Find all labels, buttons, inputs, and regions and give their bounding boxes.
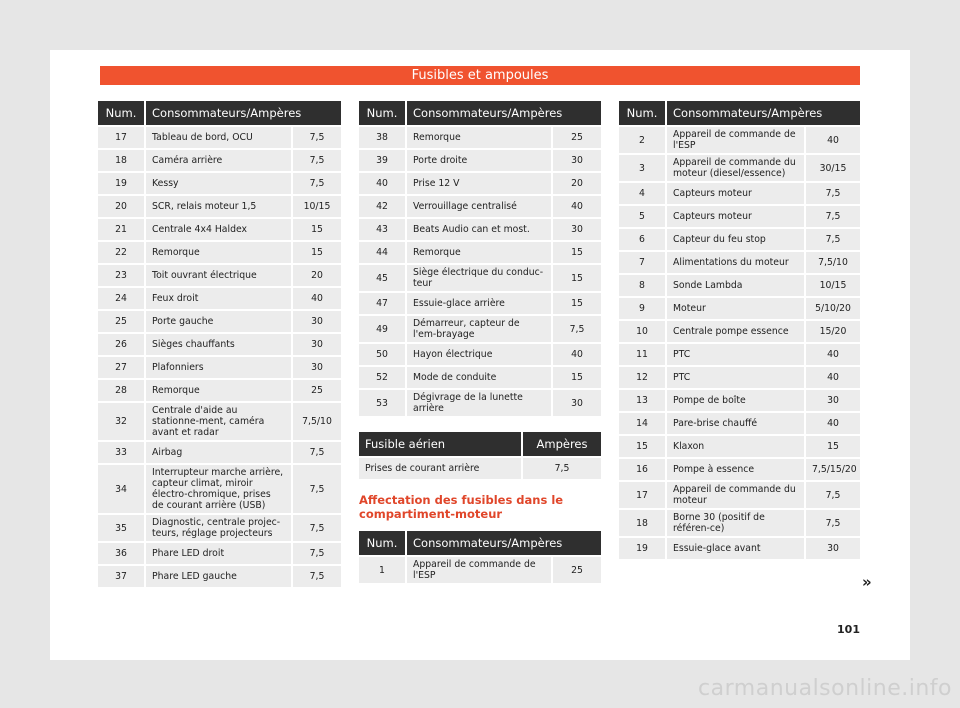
row-description: Feux droit bbox=[144, 288, 291, 309]
row-amperes: 15 bbox=[291, 219, 341, 240]
row-number: 40 bbox=[359, 173, 405, 194]
row-description: Diagnostic, centrale projec-teurs, réglage projecteurs bbox=[144, 515, 291, 541]
row-description: Prise 12 V bbox=[405, 173, 551, 194]
row-number: 52 bbox=[359, 367, 405, 388]
table-row bbox=[359, 390, 601, 416]
row-amperes: 40 bbox=[804, 344, 860, 365]
row-number: 27 bbox=[98, 357, 144, 378]
row-number: 44 bbox=[359, 242, 405, 263]
row-number: 2 bbox=[619, 127, 665, 153]
row-description: Phare LED gauche bbox=[144, 566, 291, 587]
table-row bbox=[98, 196, 341, 217]
row-description: Capteurs moteur bbox=[665, 206, 804, 227]
row-number: 13 bbox=[619, 390, 665, 411]
row-amperes: 7,5 bbox=[291, 515, 341, 541]
row-number: 45 bbox=[359, 265, 405, 291]
table-row bbox=[619, 275, 860, 296]
row-description: PTC bbox=[665, 367, 804, 388]
table-row bbox=[359, 557, 601, 583]
page-number: 101 bbox=[837, 623, 860, 636]
row-number: 50 bbox=[359, 344, 405, 365]
row-description: Beats Audio can et most. bbox=[405, 219, 551, 240]
row-amperes: 7,5 bbox=[291, 442, 341, 463]
table-row bbox=[359, 242, 601, 263]
row-description: Porte gauche bbox=[144, 311, 291, 332]
row-amperes: 30 bbox=[804, 538, 860, 559]
row-description: Tableau de bord, OCU bbox=[144, 127, 291, 148]
header-amperes: Ampères bbox=[521, 432, 601, 456]
table-row bbox=[98, 265, 341, 286]
row-number: 38 bbox=[359, 127, 405, 148]
header-num: Num. bbox=[359, 531, 405, 555]
row-number: 1 bbox=[359, 557, 405, 583]
row-description: Remorque bbox=[405, 242, 551, 263]
row-description: Centrale 4x4 Haldex bbox=[144, 219, 291, 240]
table-row bbox=[359, 173, 601, 194]
section-header: Fusibles et ampoules bbox=[100, 66, 860, 85]
table-row bbox=[619, 436, 860, 457]
row-number: 35 bbox=[98, 515, 144, 541]
table-row bbox=[98, 357, 341, 378]
row-description: Alimentations du moteur bbox=[665, 252, 804, 273]
row-amperes: 30 bbox=[551, 219, 601, 240]
row-description: Prises de courant arrière bbox=[359, 458, 521, 479]
row-number: 12 bbox=[619, 367, 665, 388]
row-description: Centrale d'aide au stationne-ment, caméra avant et radar bbox=[144, 403, 291, 440]
row-amperes: 10/15 bbox=[291, 196, 341, 217]
header-num: Num. bbox=[619, 101, 665, 125]
table-row bbox=[98, 465, 341, 513]
row-amperes: 20 bbox=[291, 265, 341, 286]
aerial-fuse-table bbox=[359, 430, 601, 481]
row-amperes: 40 bbox=[551, 196, 601, 217]
row-amperes: 15 bbox=[804, 436, 860, 457]
table-row bbox=[359, 458, 601, 479]
row-number: 19 bbox=[98, 173, 144, 194]
fuse-column-2 bbox=[359, 101, 601, 585]
row-description: Sonde Lambda bbox=[665, 275, 804, 296]
row-number: 18 bbox=[619, 510, 665, 536]
table-row bbox=[98, 515, 341, 541]
row-description: Remorque bbox=[144, 380, 291, 401]
table-row bbox=[619, 413, 860, 434]
table-row bbox=[619, 155, 860, 181]
row-number: 43 bbox=[359, 219, 405, 240]
row-description: Capteurs moteur bbox=[665, 183, 804, 204]
row-description: Porte droite bbox=[405, 150, 551, 171]
fuse-table-body bbox=[359, 127, 601, 416]
row-amperes: 7,5/10 bbox=[804, 252, 860, 273]
table-row bbox=[359, 196, 601, 217]
table-row bbox=[98, 288, 341, 309]
row-description: Appareil de commande de l'ESP bbox=[665, 127, 804, 153]
row-number: 36 bbox=[98, 543, 144, 564]
row-number: 53 bbox=[359, 390, 405, 416]
row-description: Essuie-glace arrière bbox=[405, 293, 551, 314]
row-description: Interrupteur marche arrière, capteur climat, miroir électro-chromique, prises de courant arrière (USB) bbox=[144, 465, 291, 513]
table-row bbox=[619, 510, 860, 536]
table-row bbox=[359, 265, 601, 291]
row-number: 3 bbox=[619, 155, 665, 181]
watermark: carmanualsonline.info bbox=[698, 676, 952, 701]
row-description: Moteur bbox=[665, 298, 804, 319]
row-description: Appareil de commande de l'ESP bbox=[405, 557, 551, 583]
row-description: Centrale pompe essence bbox=[665, 321, 804, 342]
row-number: 7 bbox=[619, 252, 665, 273]
row-amperes: 25 bbox=[551, 127, 601, 148]
header-consumers: Consommateurs/Ampères bbox=[144, 101, 341, 125]
table-row bbox=[98, 566, 341, 587]
row-amperes: 7,5 bbox=[291, 543, 341, 564]
table-row bbox=[98, 242, 341, 263]
row-number: 11 bbox=[619, 344, 665, 365]
table-row bbox=[619, 321, 860, 342]
row-number: 14 bbox=[619, 413, 665, 434]
table-row bbox=[619, 367, 860, 388]
table-row bbox=[619, 183, 860, 204]
row-amperes: 40 bbox=[804, 367, 860, 388]
row-amperes: 30 bbox=[291, 311, 341, 332]
table-header-row bbox=[619, 101, 860, 125]
fuse-column-3 bbox=[619, 101, 860, 561]
row-number: 23 bbox=[98, 265, 144, 286]
row-amperes: 20 bbox=[551, 173, 601, 194]
fuse-table-body bbox=[619, 127, 860, 559]
table-row bbox=[359, 344, 601, 365]
row-description: Appareil de commande du moteur (diesel/essence) bbox=[665, 155, 804, 181]
row-number: 10 bbox=[619, 321, 665, 342]
row-number: 22 bbox=[98, 242, 144, 263]
row-description: Démarreur, capteur de l'em-brayage bbox=[405, 316, 551, 342]
row-description: Appareil de commande du moteur bbox=[665, 482, 804, 508]
row-number: 6 bbox=[619, 229, 665, 250]
table-row bbox=[619, 459, 860, 480]
row-number: 24 bbox=[98, 288, 144, 309]
table-row bbox=[619, 344, 860, 365]
header-consumers: Consommateurs/Ampères bbox=[405, 101, 601, 125]
table-row bbox=[619, 206, 860, 227]
fuse-column-1 bbox=[98, 101, 341, 589]
row-number: 26 bbox=[98, 334, 144, 355]
table-row bbox=[359, 293, 601, 314]
row-number: 5 bbox=[619, 206, 665, 227]
row-description: Sièges chauffants bbox=[144, 334, 291, 355]
fuse-table-3 bbox=[619, 99, 860, 561]
row-description: Verrouillage centralisé bbox=[405, 196, 551, 217]
row-description: Borne 30 (positif de référen-ce) bbox=[665, 510, 804, 536]
row-number: 34 bbox=[98, 465, 144, 513]
table-row bbox=[359, 150, 601, 171]
row-amperes: 10/15 bbox=[804, 275, 860, 296]
header-num: Num. bbox=[359, 101, 405, 125]
row-number: 25 bbox=[98, 311, 144, 332]
row-amperes: 25 bbox=[291, 380, 341, 401]
row-amperes: 7,5 bbox=[804, 183, 860, 204]
table-row bbox=[619, 298, 860, 319]
row-description: Dégivrage de la lunette arrière bbox=[405, 390, 551, 416]
row-number: 28 bbox=[98, 380, 144, 401]
fuse-table-2 bbox=[359, 99, 601, 418]
row-amperes: 7,5/15/20 bbox=[804, 459, 860, 480]
row-number: 33 bbox=[98, 442, 144, 463]
row-amperes: 7,5 bbox=[551, 316, 601, 342]
table-row bbox=[619, 127, 860, 153]
table-row bbox=[619, 482, 860, 508]
table-row bbox=[98, 311, 341, 332]
row-amperes: 7,5 bbox=[291, 566, 341, 587]
table-row bbox=[98, 173, 341, 194]
row-description: Capteur du feu stop bbox=[665, 229, 804, 250]
fuse-table-body bbox=[98, 127, 341, 587]
table-row bbox=[359, 127, 601, 148]
row-description: Essuie-glace avant bbox=[665, 538, 804, 559]
row-amperes: 7,5 bbox=[804, 482, 860, 508]
table-row bbox=[98, 403, 341, 440]
row-number: 17 bbox=[98, 127, 144, 148]
table-row bbox=[98, 380, 341, 401]
header-consumers: Consommateurs/Ampères bbox=[405, 531, 601, 555]
row-description: Siège électrique du conduc-teur bbox=[405, 265, 551, 291]
table-header-row bbox=[359, 101, 601, 125]
row-number: 32 bbox=[98, 403, 144, 440]
table-row bbox=[98, 442, 341, 463]
row-amperes: 40 bbox=[804, 127, 860, 153]
row-description: PTC bbox=[665, 344, 804, 365]
table-row bbox=[98, 543, 341, 564]
engine-fuse-table bbox=[359, 529, 601, 585]
table-row bbox=[98, 219, 341, 240]
row-amperes: 7,5 bbox=[291, 465, 341, 513]
row-amperes: 30 bbox=[291, 334, 341, 355]
row-number: 9 bbox=[619, 298, 665, 319]
row-amperes: 7,5 bbox=[804, 229, 860, 250]
row-amperes: 15 bbox=[291, 242, 341, 263]
row-amperes: 15/20 bbox=[804, 321, 860, 342]
row-amperes: 15 bbox=[551, 242, 601, 263]
row-description: Kessy bbox=[144, 173, 291, 194]
row-amperes: 40 bbox=[551, 344, 601, 365]
table-row bbox=[98, 334, 341, 355]
row-description: Plafonniers bbox=[144, 357, 291, 378]
table-row bbox=[359, 367, 601, 388]
row-amperes: 15 bbox=[551, 367, 601, 388]
row-amperes: 30 bbox=[804, 390, 860, 411]
row-number: 4 bbox=[619, 183, 665, 204]
row-amperes: 7,5 bbox=[291, 127, 341, 148]
row-number: 19 bbox=[619, 538, 665, 559]
row-amperes: 5/10/20 bbox=[804, 298, 860, 319]
row-description: Pompe à essence bbox=[665, 459, 804, 480]
engine-table-body bbox=[359, 557, 601, 583]
row-description: Remorque bbox=[144, 242, 291, 263]
table-row bbox=[619, 538, 860, 559]
row-number: 21 bbox=[98, 219, 144, 240]
row-amperes: 30 bbox=[551, 150, 601, 171]
table-header-row bbox=[98, 101, 341, 125]
row-description: Phare LED droit bbox=[144, 543, 291, 564]
header-num: Num. bbox=[98, 101, 144, 125]
row-number: 16 bbox=[619, 459, 665, 480]
continue-chevron-icon: » bbox=[862, 573, 872, 591]
row-amperes: 7,5/10 bbox=[291, 403, 341, 440]
row-number: 49 bbox=[359, 316, 405, 342]
row-description: Pare-brise chauffé bbox=[665, 413, 804, 434]
table-row bbox=[98, 150, 341, 171]
header-consumers: Consommateurs/Ampères bbox=[665, 101, 860, 125]
row-number: 20 bbox=[98, 196, 144, 217]
row-description: Toit ouvrant électrique bbox=[144, 265, 291, 286]
row-amperes: 7,5 bbox=[804, 206, 860, 227]
row-description: SCR, relais moteur 1,5 bbox=[144, 196, 291, 217]
row-description: Pompe de boîte bbox=[665, 390, 804, 411]
table-header-row bbox=[359, 531, 601, 555]
engine-compartment-title: Affectation des fusibles dans le compartiment-moteur bbox=[359, 493, 564, 521]
row-amperes: 7,5 bbox=[521, 458, 601, 479]
row-number: 39 bbox=[359, 150, 405, 171]
row-description: Airbag bbox=[144, 442, 291, 463]
row-number: 37 bbox=[98, 566, 144, 587]
aerial-table-body bbox=[359, 458, 601, 479]
table-row bbox=[619, 390, 860, 411]
row-amperes: 25 bbox=[551, 557, 601, 583]
row-amperes: 40 bbox=[804, 413, 860, 434]
row-description: Mode de conduite bbox=[405, 367, 551, 388]
row-amperes: 15 bbox=[551, 265, 601, 291]
table-row bbox=[359, 316, 601, 342]
row-amperes: 30 bbox=[291, 357, 341, 378]
row-amperes: 7,5 bbox=[291, 173, 341, 194]
table-row bbox=[98, 127, 341, 148]
row-number: 8 bbox=[619, 275, 665, 296]
row-description: Remorque bbox=[405, 127, 551, 148]
row-amperes: 15 bbox=[551, 293, 601, 314]
row-description: Caméra arrière bbox=[144, 150, 291, 171]
row-number: 18 bbox=[98, 150, 144, 171]
row-number: 42 bbox=[359, 196, 405, 217]
table-row bbox=[619, 252, 860, 273]
table-header-row bbox=[359, 432, 601, 456]
row-amperes: 30 bbox=[551, 390, 601, 416]
row-amperes: 40 bbox=[291, 288, 341, 309]
row-description: Hayon électrique bbox=[405, 344, 551, 365]
table-row bbox=[359, 219, 601, 240]
row-description: Klaxon bbox=[665, 436, 804, 457]
row-amperes: 30/15 bbox=[804, 155, 860, 181]
row-number: 47 bbox=[359, 293, 405, 314]
row-number: 17 bbox=[619, 482, 665, 508]
row-amperes: 7,5 bbox=[291, 150, 341, 171]
fuse-table-1 bbox=[98, 99, 341, 589]
header-aerial-fuse: Fusible aérien bbox=[359, 432, 521, 456]
row-number: 15 bbox=[619, 436, 665, 457]
table-row bbox=[619, 229, 860, 250]
row-amperes: 7,5 bbox=[804, 510, 860, 536]
